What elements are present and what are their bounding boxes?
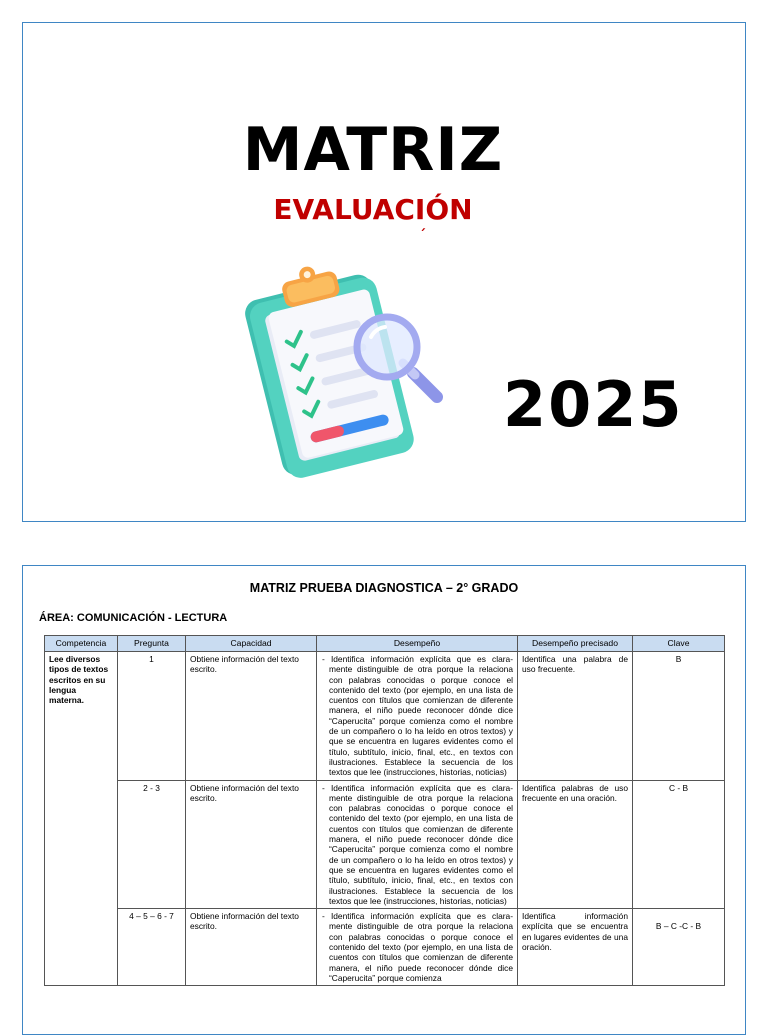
table-row (45, 652, 725, 781)
desempeno-cell (317, 780, 518, 909)
cover-title: MATRIZ (242, 115, 504, 185)
clave-cell: B (633, 652, 725, 781)
precisado-cell: Identifica una palabra de uso frecuente. (518, 652, 633, 781)
cover-subtitle: EVALUACIÓN (273, 193, 473, 226)
column-header: Competencia (45, 636, 118, 652)
column-header: Desempeño precisado (518, 636, 633, 652)
cover-subtitle-accent: ´ (419, 228, 426, 244)
clave-cell: B – C -C - B (633, 909, 725, 986)
clave-cell: C - B (633, 780, 725, 909)
cover-year: 2025 (503, 368, 684, 441)
capacidad-cell: Obtiene información del texto escrito. (186, 652, 317, 781)
table-row (45, 909, 725, 986)
desempeno-text: - Identifica información explícita que es clara- mente distinguible de otra porque la relaciona con palabras conocidas o porque conoce el contenido del texto (por ejemplo, en una lista de cuentos con títulos que comienzan de diferente manera, el niño puede reconocer dónde dice “Caperucita” porque comienza como el nombre de un compañero o lo ha leído en otros textos) y que se encuentra en lugares evidentes como el título, subtítulo, inicio, final, etc., en textos con ilustraciones. Establece la secuencia de los textos que lee (instrucciones, historias, noticias) (322, 654, 513, 778)
column-header: Capacidad (186, 636, 317, 652)
cover-page (22, 22, 746, 522)
pregunta-cell: 2 - 3 (118, 780, 186, 909)
desempeno-cell (317, 652, 518, 781)
capacidad-cell: Obtiene información del texto escrito. (186, 780, 317, 909)
table-header-row (45, 636, 725, 652)
desempeno-text: - Identifica información explícita que es clara- mente distinguible de otra porque la relaciona con palabras conocidas o porque conoce el contenido del texto (por ejemplo, en una lista de cuentos con títulos que comienzan de diferente manera, el niño puede reconocer dónde dice “Caperucita” porque comienza (322, 911, 513, 983)
column-header: Pregunta (118, 636, 186, 652)
pregunta-cell: 1 (118, 652, 186, 781)
matrix-page (22, 565, 746, 1035)
column-header: Clave (633, 636, 725, 652)
matrix-title: MATRIZ PRUEBA DIAGNOSTICA – 2° GRADO (249, 581, 519, 595)
column-header: Desempeño (317, 636, 518, 652)
desempeno-text: - Identifica información explícita que es clara- mente distinguible de otra porque la relaciona con palabras conocidas o porque conoce el contenido del texto (por ejemplo, en una lista de cuentos con títulos que comienzan de diferente manera, el niño puede reconocer dónde dice “Caperucita” porque comienza como el nombre de un compañero o lo ha leído en otros textos) y que se encuentra en lugares evidentes como el título, subtítulo, inicio, final, etc., en textos con ilustraciones. Establece la secuencia de los textos que lee (instrucciones, historias, noticias) (322, 782, 513, 906)
matrix-table (44, 635, 725, 986)
desempeno-cell (317, 909, 518, 986)
clipboard-magnifier-icon (235, 263, 455, 483)
precisado-cell: Identifica palabras de uso frecuente en una oración. (518, 780, 633, 909)
precisado-cell: Identifica información explícita que se encuentra en lugares evidentes de una oración. (518, 909, 633, 986)
matrix-area: ÁREA: COMUNICACIÓN - LECTURA (39, 612, 228, 624)
competencia-cell: Lee diversos tipos de textos escritos en su lengua materna. (45, 652, 118, 986)
capacidad-cell: Obtiene información del texto escrito. (186, 909, 317, 986)
table-row (45, 780, 725, 909)
pregunta-cell: 4 – 5 – 6 - 7 (118, 909, 186, 986)
